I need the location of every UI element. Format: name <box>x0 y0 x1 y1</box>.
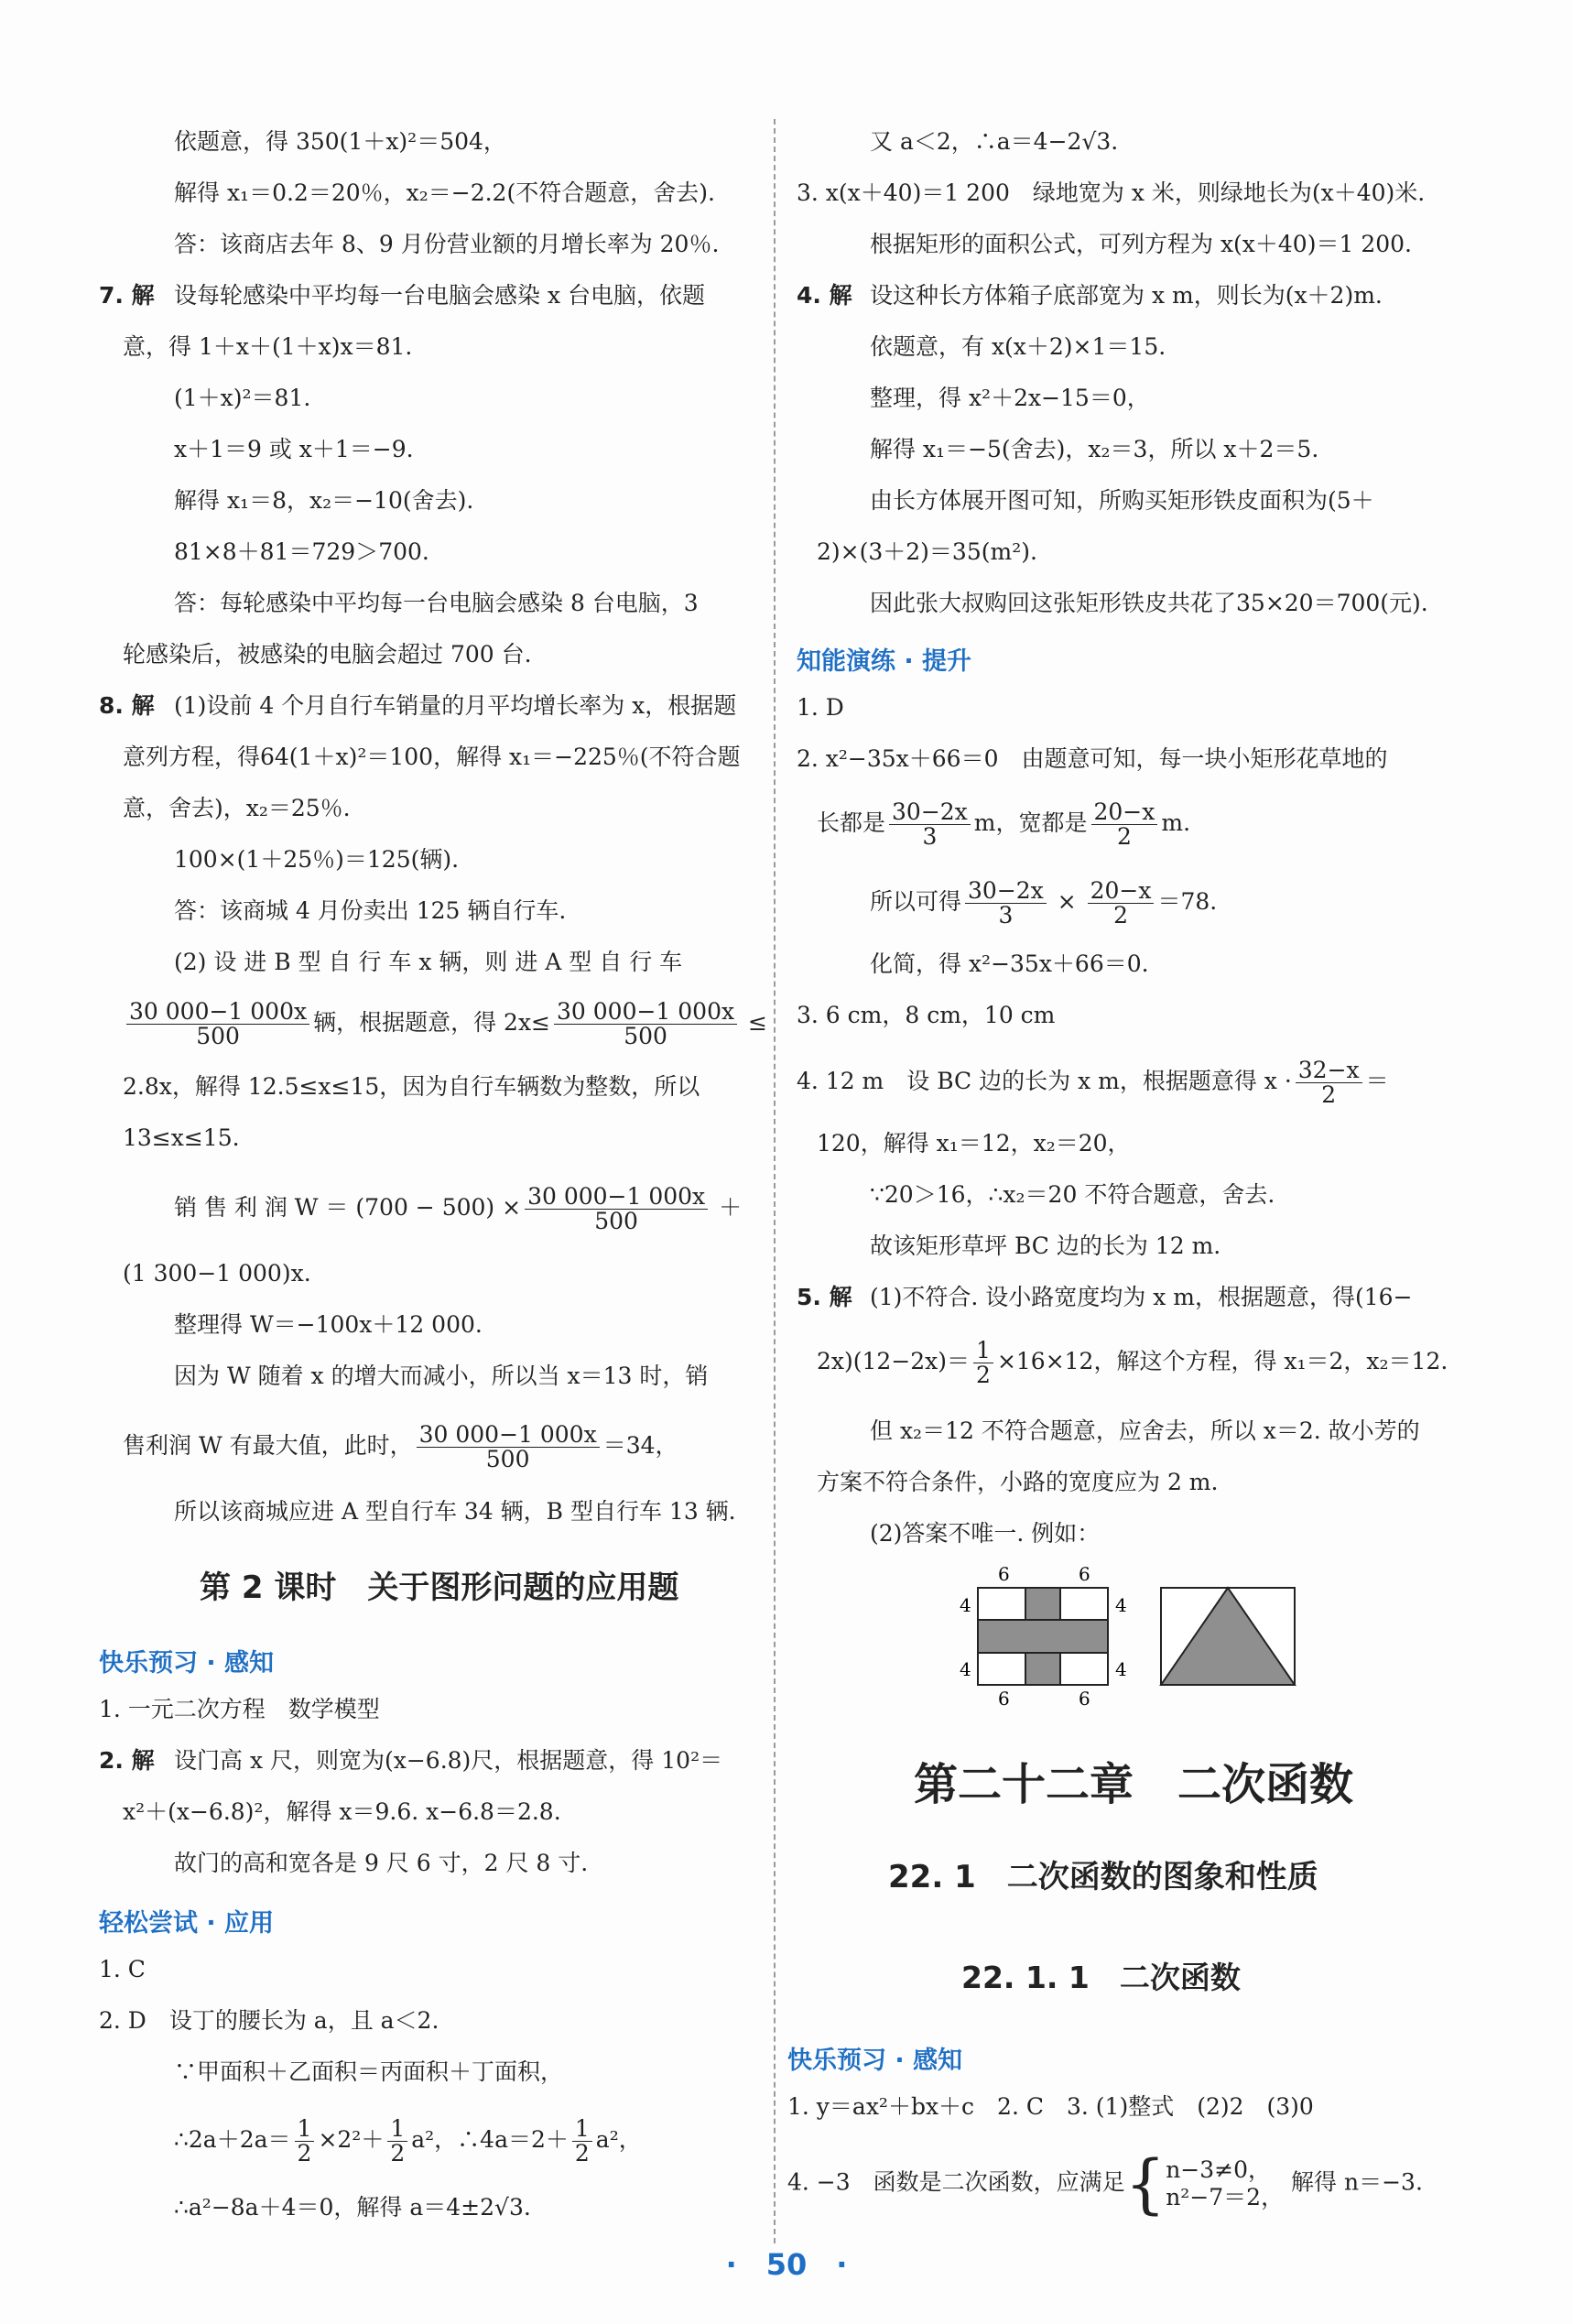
numerator: 30−2x <box>889 800 971 825</box>
text-span: m. <box>1161 809 1191 836</box>
fraction <box>965 879 1047 928</box>
text-line: 答：每轮感染中平均每一台电脑会感染 8 台电脑，3 <box>174 590 699 616</box>
text-span: ∴2a＋2a＝ <box>174 2126 291 2153</box>
text-line: 又 a＜2，∴a＝4−2√3. <box>870 128 1119 155</box>
fraction <box>126 1000 309 1048</box>
text-span: 解得 n＝−3. <box>1291 2168 1423 2196</box>
numerator: 30−2x <box>965 879 1047 904</box>
text-line: 2. x²−35x＋66＝0 由题意可知，每一块小矩形花草地的 <box>797 745 1388 772</box>
section-heading: 知能演练 · 提升 <box>797 647 972 676</box>
text-line: 依题意，得 350(1＋x)²＝504， <box>174 128 506 155</box>
text-line: 解得 x₁＝0.2＝20％，x₂＝−2.2(不符合题意，舍去). <box>174 179 715 206</box>
denominator: 3 <box>922 823 938 850</box>
text-line: 81×8＋81＝729＞700. <box>174 538 429 565</box>
page-number: · 50 · <box>725 2247 848 2282</box>
cross-figure <box>960 1563 1127 1710</box>
text-line: 答：该商城 4 月份卖出 125 辆自行车. <box>174 897 567 924</box>
text-line: 3. x(x＋40)＝1 200 绿地宽为 x 米，则绿地长为(x＋40)米. <box>797 179 1426 206</box>
question-label: 8. 解 <box>99 692 155 719</box>
denominator: 2 <box>1321 1081 1337 1108</box>
dim-label: 4 <box>1115 1658 1127 1680</box>
dim-label: 4 <box>1115 1594 1127 1616</box>
text-line: 1. y＝ax²＋bx＋c 2. C 3. (1)整式 (2)2 (3)0 <box>787 2093 1314 2120</box>
text-line: 2.8x，解得 12.5≤x≤15，因为自行车辆数为整数，所以 <box>123 1073 700 1100</box>
text-line: 意，舍去)，x₂＝25％. <box>123 795 351 821</box>
denominator: 2 <box>297 2140 312 2167</box>
question-label: 2. 解 <box>99 1747 155 1774</box>
fraction-line <box>817 1339 1448 1387</box>
text-line: 但 x₂＝12 不符合题意，应舍去，所以 x＝2. 故小芳的 <box>870 1417 1420 1444</box>
text-span: m，宽都是 <box>973 809 1088 836</box>
text-span: 4. 12 m 设 BC 边的长为 x m，根据题意得 x · <box>797 1068 1292 1094</box>
section-heading: 快乐预习 · 感知 <box>99 1649 275 1678</box>
question-label: 7. 解 <box>99 282 155 309</box>
question-label: 4. 解 <box>797 282 852 309</box>
fraction-line: 销 售 利 润 W ＝ (700 − 500) × $\frac{30 000-1 000x}{500}$ ＋ <box>174 1183 743 1234</box>
text-line: x＋1＝9 或 x＋1＝−9. <box>174 436 414 462</box>
dim-label: 6 <box>1079 1688 1090 1710</box>
text-line: 根据矩形的面积公式，可列方程为 x(x＋40)＝1 200. <box>870 231 1412 257</box>
fraction <box>525 1185 708 1233</box>
text-line: 2)×(3＋2)＝35(m²). <box>817 538 1037 565</box>
subsection-title: 22. 1. 1 二次函数 <box>961 1960 1241 1995</box>
text-line: (1)设前 4 个月自行车销量的月平均增长率为 x，根据题 <box>174 692 737 719</box>
equation: n−3≠0， <box>1166 2156 1272 2183</box>
section-heading: 快乐预习 · 感知 <box>787 2047 963 2075</box>
text-line: 答：该商店去年 8、9 月份营业额的月增长率为 20％. <box>174 231 720 257</box>
fraction <box>973 1339 993 1387</box>
text-line: 2. D 设丁的腰长为 a，且 a＜2. <box>99 2007 439 2034</box>
text-line: 解得 x₁＝−5(舍去)，x₂＝3，所以 x＋2＝5. <box>870 436 1319 462</box>
denominator: 3 <box>998 902 1014 929</box>
chapter-title: 第二十二章 二次函数 <box>914 1759 1354 1810</box>
numerator: 30 000−1 000x <box>525 1185 708 1210</box>
text-line: ∴a²−8a＋4＝0，解得 a＝4±2√3. <box>174 2194 531 2221</box>
text-span: 所以可得 <box>870 888 962 915</box>
text-line: 3. 6 cm，8 cm，10 cm <box>797 1002 1056 1028</box>
text-line: 故该矩形草坪 BC 边的长为 12 m. <box>870 1233 1221 1259</box>
text-line: (1＋x)²＝81. <box>174 385 311 411</box>
triangle-figure <box>1161 1588 1295 1685</box>
text-span: 4. −3 函数是二次函数，应满足 <box>787 2168 1125 2196</box>
denominator: 500 <box>196 1023 240 1049</box>
fraction <box>554 1000 737 1048</box>
section-title: 22. 1 二次函数的图象和性质 <box>888 1859 1318 1895</box>
text-line: 依题意，有 x(x＋2)×1＝15. <box>870 333 1166 360</box>
denominator: 2 <box>1116 823 1132 850</box>
equation: n²−7＝2， <box>1166 2184 1285 2210</box>
equation-system <box>1166 2156 1284 2211</box>
text-span: 长都是 <box>817 809 886 836</box>
text-line: 意列方程，得64(1＋x)²＝100，解得 x₁＝−225％(不符合题 <box>123 744 741 770</box>
text-line: 意，得 1＋x＋(1＋x)x＝81. <box>123 333 413 360</box>
dim-label: 4 <box>960 1658 971 1680</box>
text-line: 整理得 W＝−100x＋12 000. <box>174 1311 483 1338</box>
numerator: 1 <box>973 1339 993 1363</box>
fraction-line: 所以可得 $\frac{30-2x}{3}$ × $\frac{20-x}{2}$ ＝78. <box>870 877 1218 929</box>
fraction <box>889 800 971 849</box>
denominator: 2 <box>976 1362 991 1388</box>
denominator: 500 <box>594 1208 638 1234</box>
text-line: ∵甲面积＋乙面积＝丙面积＋丁面积， <box>174 2058 564 2085</box>
numerator: 20−x <box>1091 800 1158 825</box>
text-line: 设这种长方体箱子底部宽为 x m，则长为(x＋2)m. <box>870 282 1383 309</box>
text-line: 方案不符合条件，小路的宽度应为 2 m. <box>817 1469 1219 1495</box>
numerator: 30 000−1 000x <box>126 1000 309 1025</box>
dim-label: 6 <box>998 1563 1010 1585</box>
fraction <box>1091 800 1158 849</box>
text-line: 故门的高和宽各是 9 尺 6 寸，2 尺 8 寸. <box>174 1850 589 1876</box>
numerator: 1 <box>387 2117 407 2142</box>
fraction <box>295 2117 315 2166</box>
text-span: ×16×12，解这个方程，得 x₁＝2，x₂＝12. <box>996 1348 1448 1374</box>
numerator: 20−x <box>1088 879 1155 904</box>
fraction <box>1296 1059 1362 1107</box>
text-line: 120，解得 x₁＝12，x₂＝20， <box>817 1130 1131 1157</box>
text-line: (1 300−1 000)x. <box>123 1260 311 1287</box>
system-line <box>787 2146 1423 2221</box>
text-line: 100×(1＋25％)＝125(辆). <box>174 846 460 873</box>
text-line: 设每轮感染中平均每一台电脑会感染 x 台电脑，依题 <box>174 282 705 309</box>
text-line: (2) 设 进 B 型 自 行 车 x 辆，则 进 A 型 自 行 车 <box>174 949 683 975</box>
text-line: ∵20＞16，∴x₂＝20 不符合题意，舍去. <box>870 1181 1275 1208</box>
text-line: 所以该商城应进 A 型自行车 34 辆，B 型自行车 13 辆. <box>174 1498 736 1525</box>
brace-symbol: { <box>1124 2146 1166 2221</box>
section-heading: 轻松尝试 · 应用 <box>99 1909 275 1938</box>
text-line: 因为 W 随着 x 的增大而减小，所以当 x＝13 时，销 <box>174 1363 709 1389</box>
fraction <box>417 1423 600 1472</box>
fraction <box>1088 879 1155 928</box>
text-line: 整理，得 x²＋2x−15＝0， <box>870 385 1150 411</box>
text-span: ×2²＋ <box>318 2126 385 2153</box>
text-line: (1)不符合. 设小路宽度均为 x m，根据题意，得(16− <box>870 1284 1413 1310</box>
text-span: 2x)(12−2x)＝ <box>817 1348 971 1374</box>
lesson-title: 第 2 课时 关于图形问题的应用题 <box>200 1569 679 1606</box>
text-line: 1. C <box>99 1956 146 1982</box>
fraction-line <box>817 800 1190 849</box>
numerator: 30 000−1 000x <box>554 1000 737 1025</box>
text-line: 因此张大叔购回这张矩形铁皮共花了35×20＝700(元). <box>870 590 1428 616</box>
text-line: (2)答案不唯一. 例如： <box>870 1520 1101 1547</box>
denominator: 2 <box>390 2140 406 2167</box>
denominator: 500 <box>485 1446 530 1472</box>
fraction-line: 4. 12 m 设 BC 边的长为 x m，根据题意得 x · $\frac{32-x}{2}$ ＝ <box>797 1057 1389 1108</box>
text-span: ＝78. <box>1157 888 1218 915</box>
text-span: 销 售 利 润 W ＝ (700 − 500) × <box>174 1194 522 1221</box>
denominator: 2 <box>574 2140 590 2167</box>
numerator: 1 <box>295 2117 315 2142</box>
dim-label: 6 <box>1079 1563 1090 1585</box>
text-line: 设门高 x 尺，则宽为(x−6.8)尺，根据题意，得 10²＝ <box>174 1747 723 1774</box>
numerator: 30 000−1 000x <box>417 1423 600 1448</box>
fraction-line <box>174 2117 642 2166</box>
text-line: 由长方体展开图可知，所购买矩形铁皮面积为(5＋ <box>870 487 1374 514</box>
text-line: 1. D <box>797 694 844 721</box>
fraction-line: $\frac{30 000-1 000x}{500}$ 辆，根据题意，得 2x≤ $\frac{30 000-1 000x}{500}$ ≤ <box>123 1000 767 1048</box>
text-line: 轮感染后，被感染的电脑会超过 700 台. <box>123 641 532 668</box>
dim-label: 4 <box>960 1594 971 1616</box>
fraction <box>572 2117 592 2166</box>
fraction <box>387 2117 407 2166</box>
denominator: 500 <box>624 1023 667 1049</box>
text-span: ＝34， <box>602 1432 678 1459</box>
text-span: 售利润 W 有最大值，此时， <box>123 1432 413 1459</box>
text-span: 辆，根据题意，得 2x≤ <box>313 1009 550 1036</box>
denominator: 2 <box>1113 902 1128 929</box>
text-line: x²＋(x−6.8)²，解得 x＝9.6. x−6.8＝2.8. <box>123 1798 561 1825</box>
fraction-line <box>123 1423 678 1472</box>
question-label: 5. 解 <box>797 1284 852 1310</box>
text-line: 13≤x≤15. <box>123 1124 240 1151</box>
numerator: 1 <box>572 2117 592 2142</box>
text-line: 化简，得 x²−35x＋66＝0. <box>870 950 1149 977</box>
example-figures <box>943 1562 1364 1718</box>
text-line: 解得 x₁＝8，x₂＝−10(舍去). <box>174 487 474 514</box>
text-span: a²，∴4a＝2＋ <box>411 2126 569 2153</box>
dim-label: 6 <box>998 1688 1010 1710</box>
column-divider <box>774 119 776 2243</box>
text-span: a²， <box>595 2126 642 2153</box>
text-line: 1. 一元二次方程 数学模型 <box>99 1696 380 1722</box>
numerator: 32−x <box>1296 1059 1362 1083</box>
